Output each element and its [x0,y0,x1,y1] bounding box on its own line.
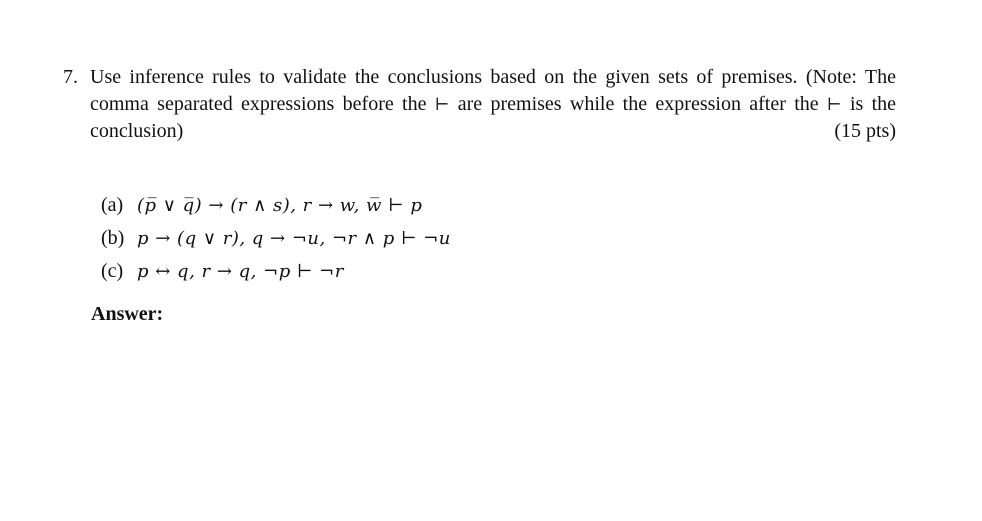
sub-question-expression: p ↔ q, r → q, ¬p ⊢ ¬r [137,261,344,282]
question-number: 7. [63,66,78,88]
sub-question-c [101,256,451,289]
sub-question-label: (a) [101,194,124,216]
question-line-2-part-2: are premises while the expression after the [457,93,819,115]
sub-question-b [101,223,451,256]
question-line-3-text: conclusion) [90,120,184,142]
answer-label: Answer: [91,303,164,325]
question-text [90,64,896,145]
sub-question-label: (b) [101,227,125,249]
sub-question-expression: p → (q ∨ r), q → ¬u, ¬r ∧ p ⊢ ¬u [137,228,451,249]
question-line-3 [90,118,896,145]
sub-question-a [101,190,451,223]
question-line-2-part-3: is the [849,93,897,115]
points-label: (15 pts) [834,120,896,142]
turnstile-symbol: ⊢ [434,95,450,115]
question-line-2-part-1: comma separated expressions before the [90,93,427,115]
turnstile-symbol: ⊢ [826,95,842,115]
sub-question-label: (c) [101,260,124,282]
question-line-2 [90,91,896,118]
question-line-1: Use inference rules to validate the conclusions based on the given sets of premises. (Note: The [90,66,896,88]
sub-question-expression: (p̅ ∨ q̅) → (r ∧ s), r → w, w̅ ⊢ p [137,195,423,216]
sub-question-list [101,190,451,289]
